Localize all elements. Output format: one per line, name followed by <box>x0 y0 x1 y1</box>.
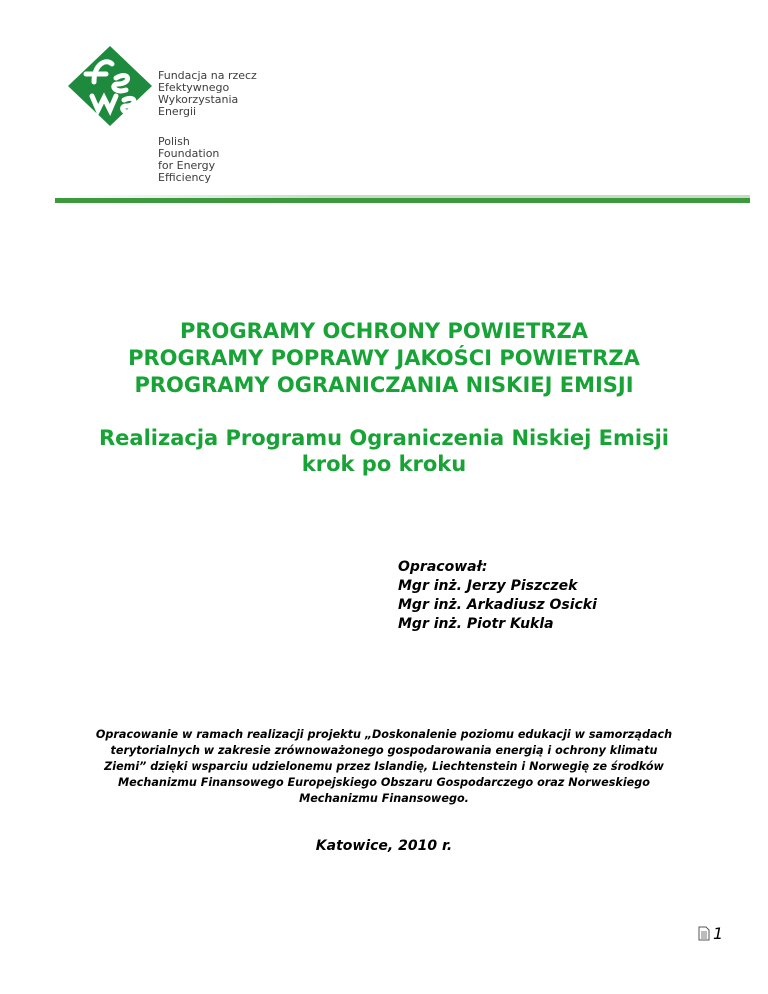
document-icon <box>698 926 710 941</box>
page-number: 1 <box>713 924 724 943</box>
authors-block <box>398 558 718 634</box>
title-line: PROGRAMY OCHRONY POWIETRZA <box>180 319 588 343</box>
logo-name-line: Energii <box>158 105 197 118</box>
logo-name-line: for Energy <box>158 159 216 172</box>
logo-name-line: Efektywnego <box>158 81 230 94</box>
subtitle-line: krok po kroku <box>301 452 467 476</box>
title-line: PROGRAMY OGRANICZANIA NISKIEJ EMISJI <box>134 373 634 397</box>
document-subtitle <box>0 425 768 477</box>
project-note-line: Opracowanie w ramach realizacji projektu „Doskonalenie poziomu edukacji w samorządach <box>95 728 673 741</box>
logo-name-line: Fundacja na rzecz <box>158 69 257 82</box>
logo-name-line: Wykorzystania <box>158 93 239 106</box>
logo-name-line: Foundation <box>158 147 220 160</box>
project-note-line: terytorialnych w zakresie zrównoważonego gospodarowania energią i ochrony klimatu <box>110 744 658 757</box>
logo-name-english <box>158 136 278 184</box>
document-title <box>0 318 768 399</box>
author-name: Mgr inż. Piotr Kukla <box>398 616 554 632</box>
page-number-footer <box>698 924 723 944</box>
project-note <box>60 727 708 807</box>
foundation-logo <box>66 44 266 194</box>
subtitle-line: Realizacja Programu Ograniczenia Niskiej Emisji <box>99 426 669 450</box>
title-line: PROGRAMY POPRAWY JAKOŚCI POWIETRZA <box>128 346 640 370</box>
logo-name-line: Efficiency <box>158 171 211 184</box>
authors-heading: Opracował: <box>398 559 488 575</box>
project-note-line: Mechanizmu Finansowego. <box>299 792 469 805</box>
author-name: Mgr inż. Jerzy Piszczek <box>398 578 578 594</box>
fewe-logo-icon <box>66 44 154 128</box>
logo-name-line: Polish <box>158 135 190 148</box>
project-note-line: Mechanizmu Finansowego Europejskiego Obszaru Gospodarczego oraz Norweskiego <box>118 776 650 789</box>
logo-name-polish <box>158 70 278 118</box>
project-note-line: Ziemi” dzięki wsparciu udzielonemu przez Islandię, Liechtenstein i Norwegię ze środków <box>104 760 664 773</box>
author-name: Mgr inż. Arkadiusz Osicki <box>398 597 597 613</box>
place-date: Katowice, 2010 r. <box>315 838 453 854</box>
header-divider <box>55 198 750 203</box>
